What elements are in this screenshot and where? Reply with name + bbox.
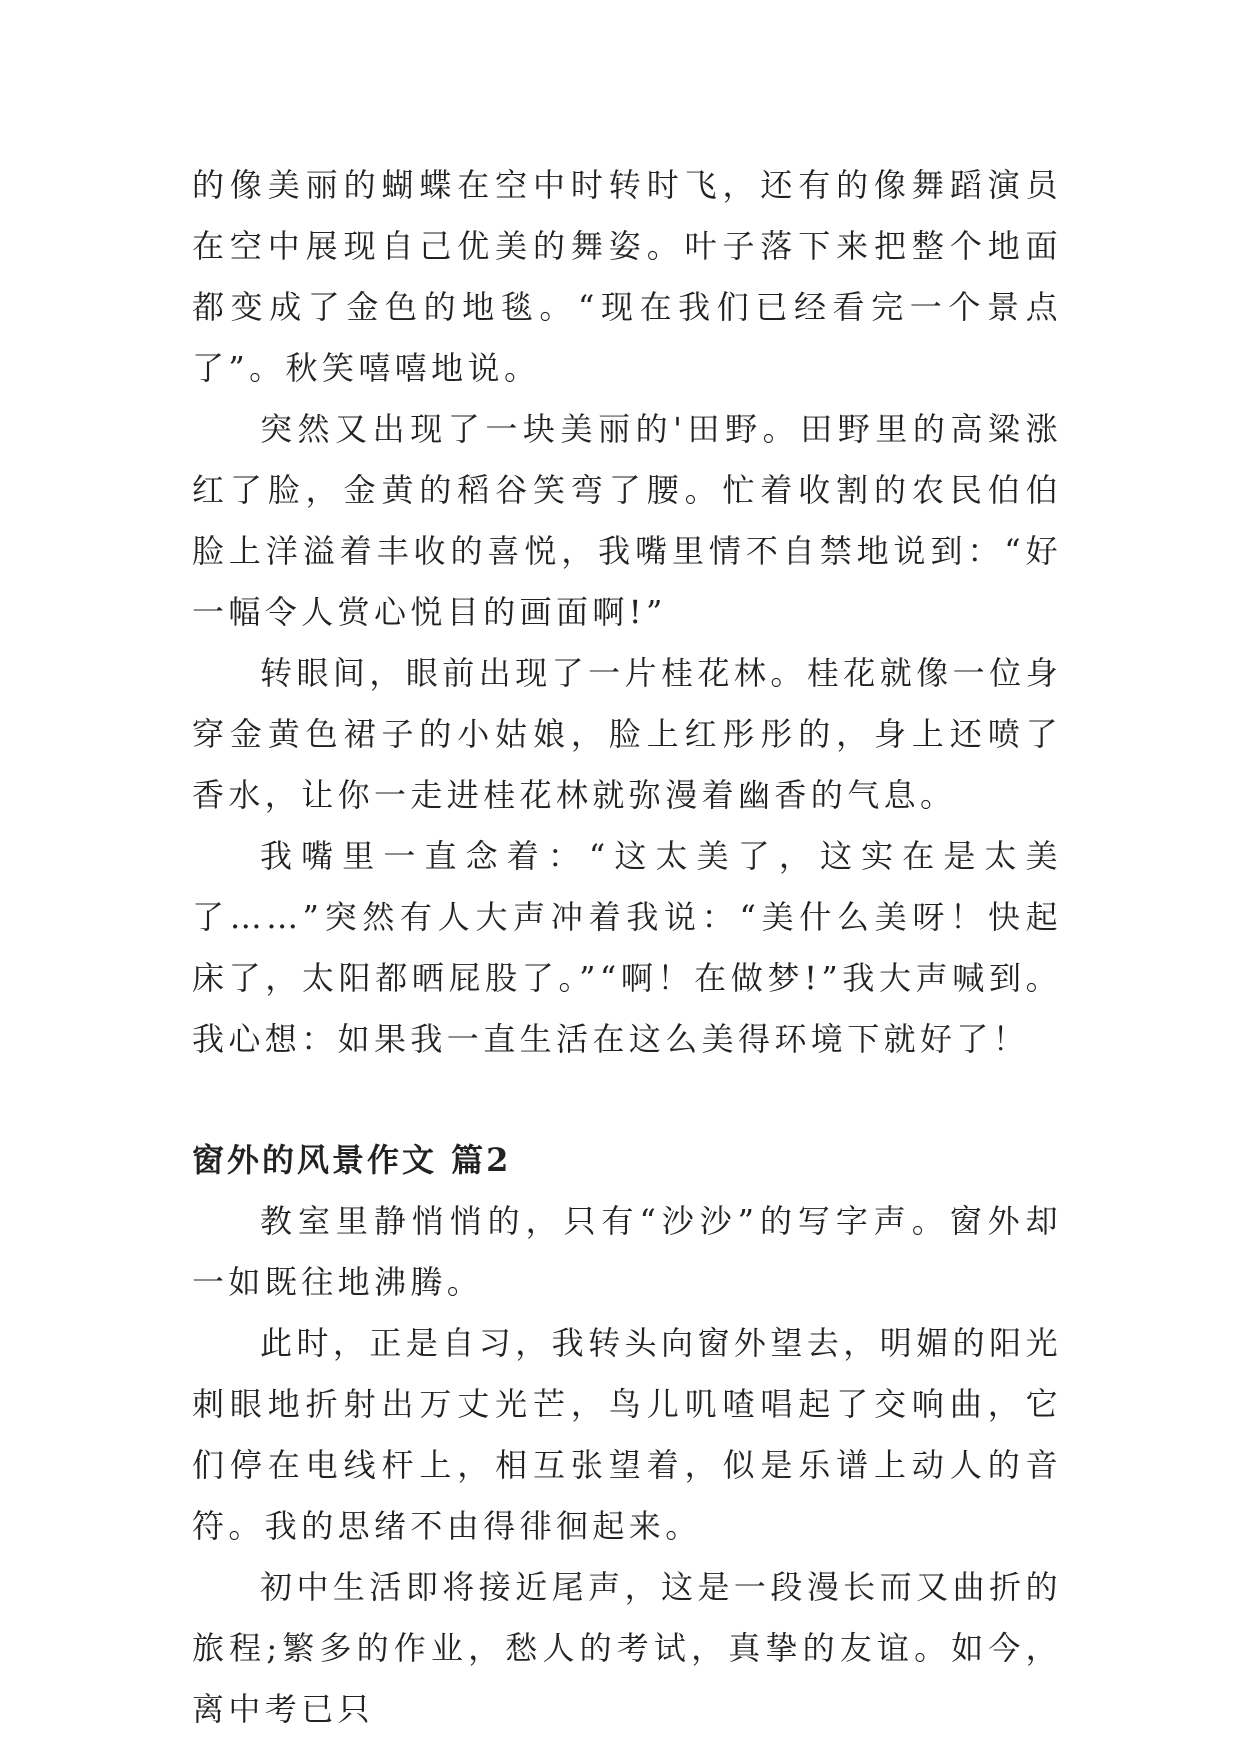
section-heading: 窗外的风景作文 篇2: [192, 1141, 512, 1179]
paragraph: 初中生活即将接近尾声，这是一段漫长而又曲折的旅程;繁多的作业，愁人的考试，真挚的友谊。如今，离中考已只: [192, 1568, 1062, 1728]
paragraph: 突然又出现了一块美丽的'田野。田野里的高粱涨红了脸，金黄的稻谷笑弯了腰。忙着收割的农民伯伯脸上洋溢着丰收的喜悦，我嘴里情不自禁地说到：“好一幅令人赏心悦目的画面啊!”: [192, 410, 1062, 631]
paragraph: 我嘴里一直念着：“这太美了，这实在是太美了……”突然有人大声冲着我说：“美什么美呀！快起床了，太阳都晒屁股了。”“啊！在做梦!”我大声喊到。我心想：如果我一直生活在这么美得环境下就好了！: [192, 837, 1062, 1058]
document-body: [192, 155, 1062, 1740]
paragraph: 转眼间，眼前出现了一片桂花林。桂花就像一位身穿金黄色裙子的小姑娘，脸上红彤彤的，身上还喷了香水，让你一走进桂花林就弥漫着幽香的气息。: [192, 654, 1062, 814]
paragraph: 此时，正是自习，我转头向窗外望去，明媚的阳光刺眼地折射出万丈光芒，鸟儿叽喳唱起了交响曲，它们停在电线杆上，相互张望着，似是乐谱上动人的音符。我的思绪不由得徘徊起来。: [192, 1324, 1062, 1545]
paragraph: 教室里静悄悄的，只有“沙沙”的写字声。窗外却一如既往地沸腾。: [192, 1202, 1062, 1301]
paragraph-continued: 的像美丽的蝴蝶在空中时转时飞，还有的像舞蹈演员在空中展现自己优美的舞姿。叶子落下来把整个地面都变成了金色的地毯。“现在我们已经看完一个景点了”。秋笑嘻嘻地说。: [192, 166, 1062, 387]
